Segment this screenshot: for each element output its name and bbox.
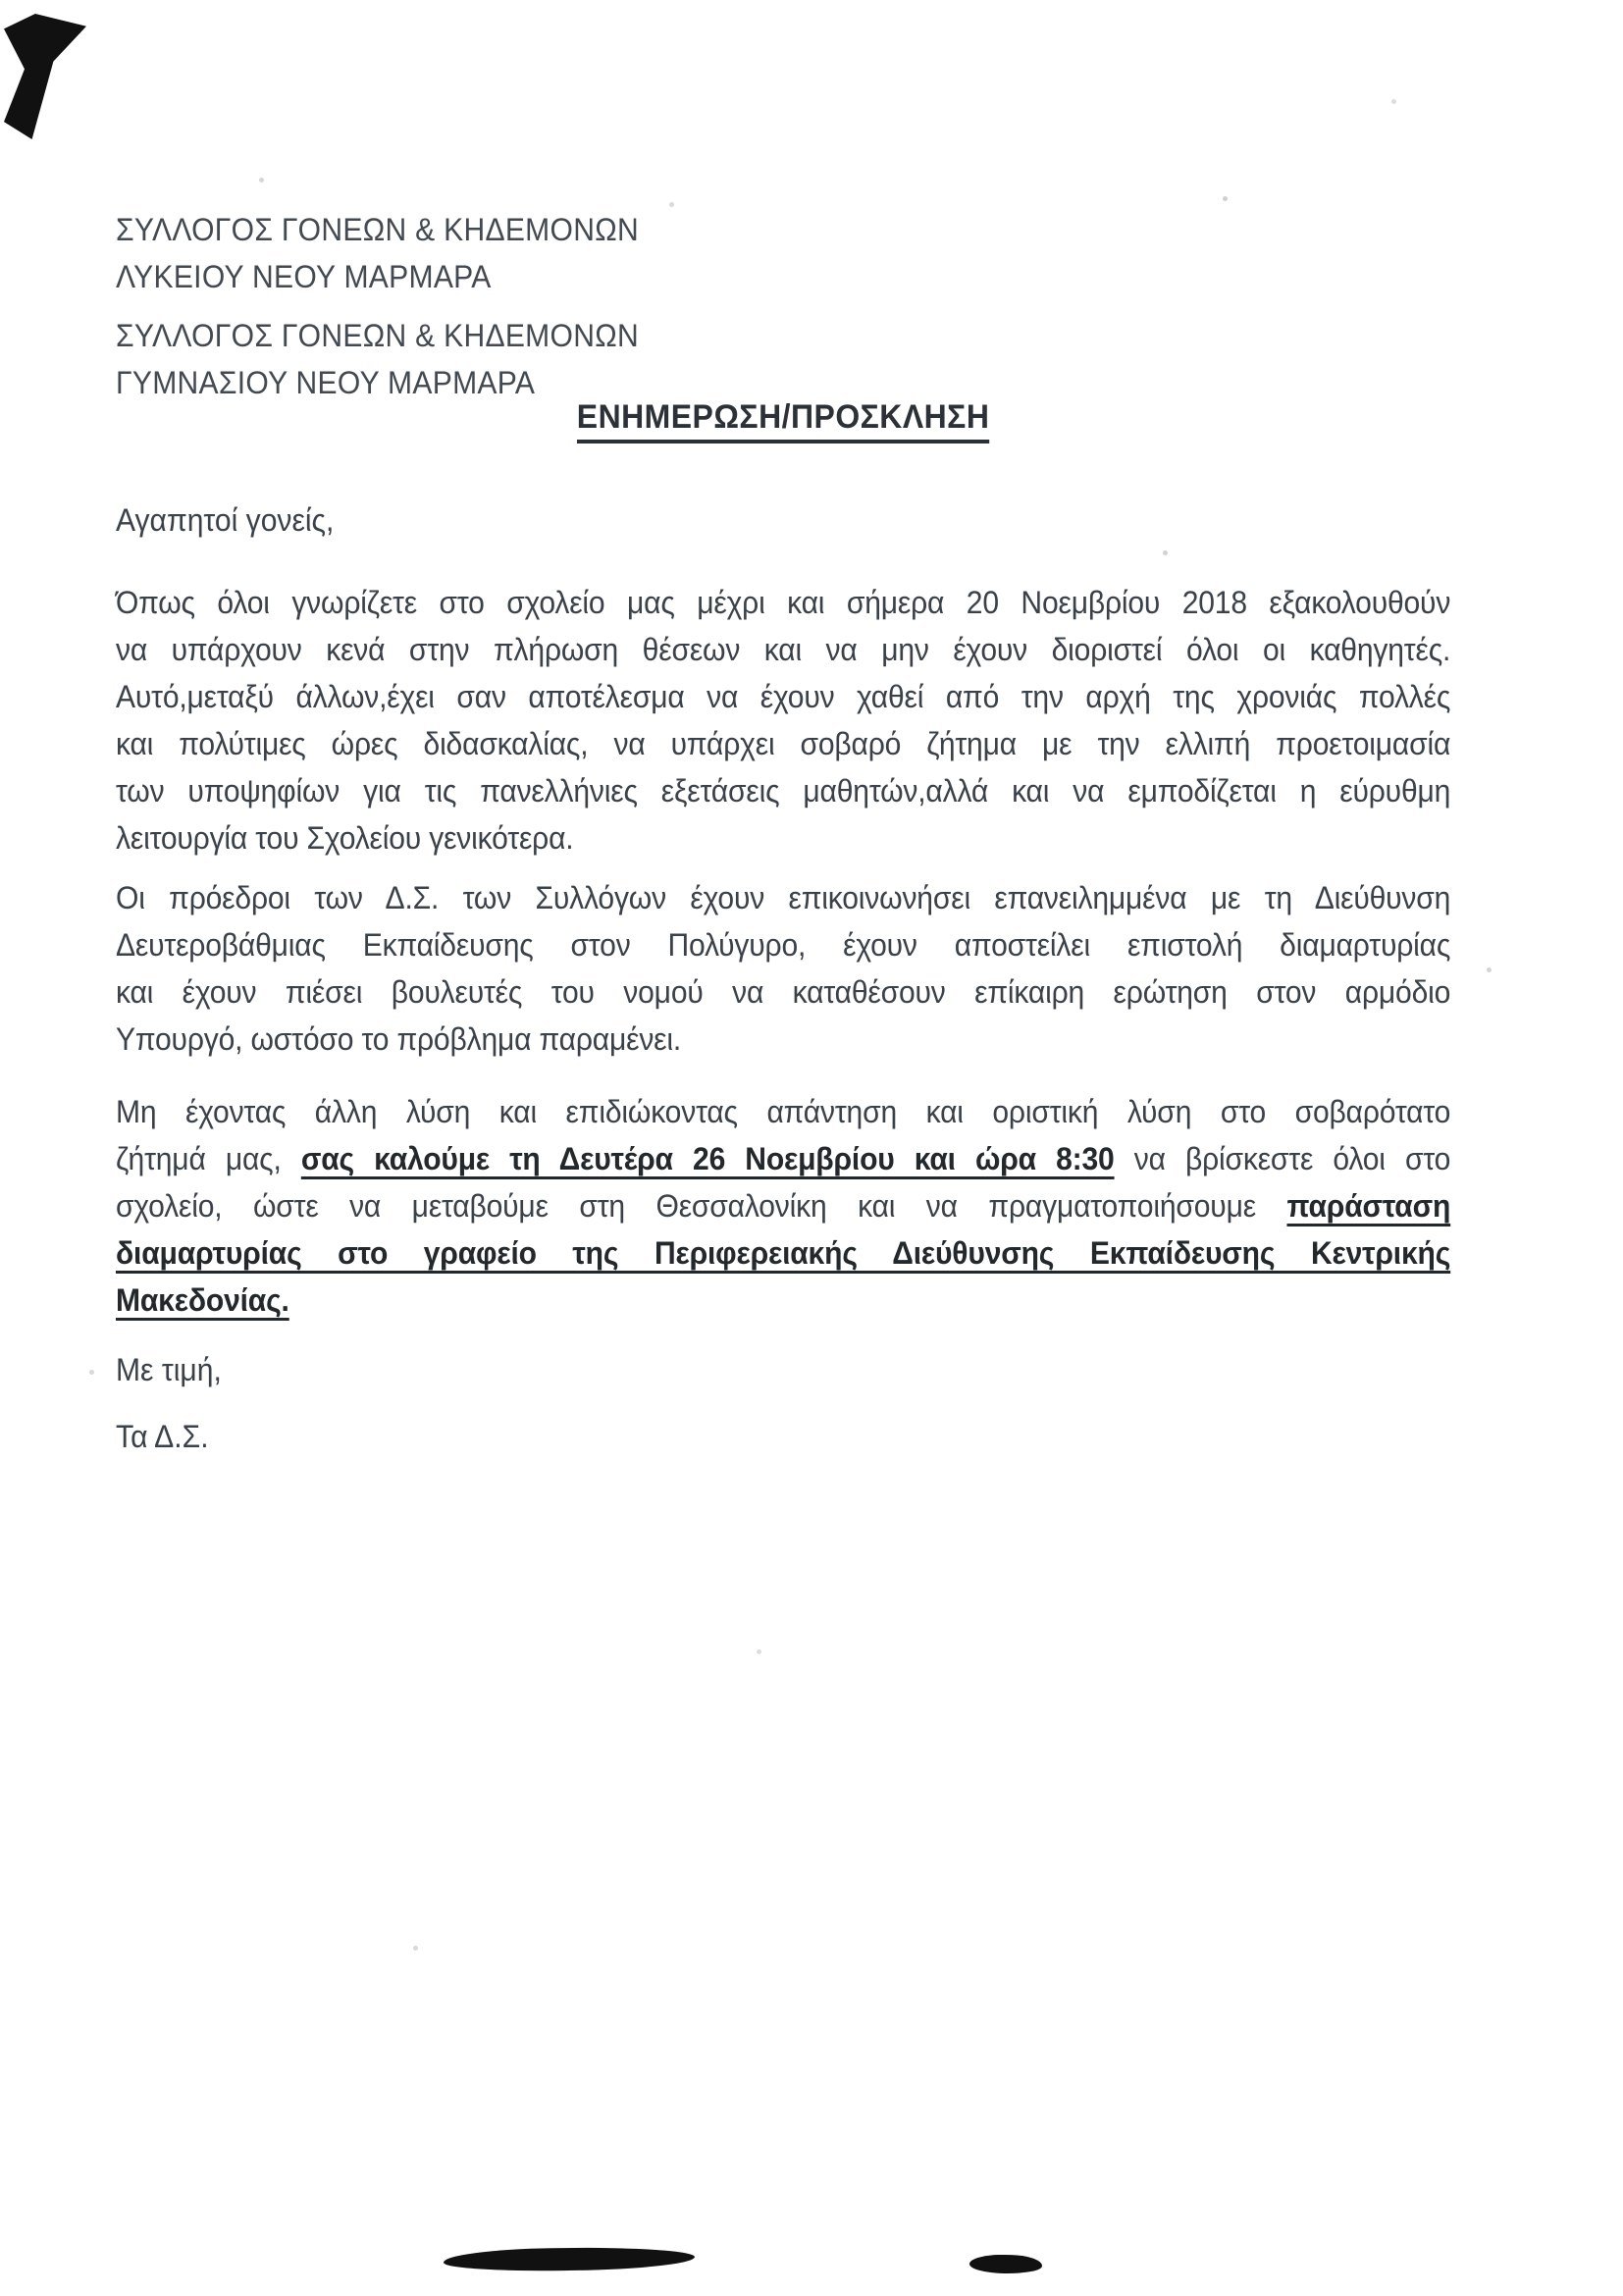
text-run: Δευτεροβάθμιας Εκπαίδευσης στον Πολύγυρο, έχουν αποστείλει επιστολή διαμαρτυρίας (116, 927, 1451, 963)
text-line (116, 673, 1450, 720)
text-run: των υποψηφίων για τις πανελλήνιες εξετάσεις μαθητών,αλλά και να εμποδίζεται η εύρυθμη (116, 773, 1451, 809)
text-run: ζήτημά μας, (116, 1141, 301, 1176)
text-run: Υπουργό, ωστόσο το πρόβλημα παραμένει. (116, 1021, 682, 1057)
text-line (116, 814, 1450, 861)
text-line (116, 720, 1450, 767)
scan-artifact-bottom-smudge-left (444, 2246, 695, 2272)
greeting: Αγαπητοί γονείς, (116, 502, 335, 538)
sender-block-gymnasium (116, 312, 639, 406)
text-line (116, 1182, 1450, 1229)
paragraph-actions-taken (116, 874, 1450, 1063)
closing-signature: Τα Δ.Σ. (116, 1419, 209, 1454)
emphasized-text-run: Μακεδονίας. (116, 1282, 289, 1318)
text-line (116, 1016, 1450, 1063)
text-line (116, 968, 1450, 1016)
title-row (116, 398, 1450, 444)
sender-school-name: ΛΥΚΕΙΟΥ ΝΕΟΥ ΜΑΡΜΑΡΑ (116, 259, 492, 294)
text-line (116, 1229, 1450, 1277)
text-line (116, 626, 1450, 673)
text-line (116, 1088, 1450, 1135)
text-run: και έχουν πιέσει βουλευτές του νομού να καταθέσουν επίκαιρη ερώτηση στον αρμόδιο (116, 974, 1451, 1010)
text-line (116, 1135, 1450, 1182)
text-run: Οι πρόεδροι των Δ.Σ. των Συλλόγων έχουν επικοινωνήσει επανειλημμένα με τη Διεύθυνση (116, 880, 1451, 915)
text-run: Όπως όλοι γνωρίζετε στο σχολείο μας μέχρι και σήμερα 20 Νοεμβρίου 2018 εξακολουθούν (116, 585, 1451, 620)
text-line (116, 579, 1450, 626)
sender-school-name: ΓΥΜΝΑΣΙΟΥ ΝΕΟΥ ΜΑΡΜΑΡΑ (116, 365, 536, 400)
text-run: και πολύτιμες ώρες διδασκαλίας, να υπάρχει σοβαρό ζήτημα με την ελλιπή προετοιμασία (116, 726, 1451, 761)
paper-speckles (0, 0, 3, 3)
text-run: σχολείο, ώστε να μεταβούμε στη Θεσσαλονίκη και να πραγματοποιήσουμε (116, 1188, 1287, 1224)
text-run: Μη έχοντας άλλη λύση και επιδιώκοντας απάντηση και οριστική λύση στο σοβαρότατο (116, 1094, 1451, 1129)
sender-association-name: ΣΥΛΛΟΓΟΣ ΓΟΝΕΩΝ & ΚΗΔΕΜΟΝΩΝ (116, 212, 639, 247)
text-run: να βρίσκεστε όλοι στο (1114, 1141, 1451, 1176)
text-run: λειτουργία του Σχολείου γενικότερα. (116, 820, 574, 856)
text-line (116, 921, 1450, 968)
emphasized-text-run: διαμαρτυρίας στο γραφείο της Περιφερειακής Διεύθυνσης Εκπαίδευσης Κεντρικής (116, 1235, 1451, 1271)
sender-association-name: ΣΥΛΛΟΓΟΣ ΓΟΝΕΩΝ & ΚΗΔΕΜΟΝΩΝ (116, 318, 639, 353)
emphasized-text-run: σας καλούμε τη Δευτέρα 26 Νοεμβρίου και ώρα 8:30 (300, 1141, 1115, 1176)
emphasized-text-run: παράσταση (1286, 1188, 1451, 1224)
text-line (116, 874, 1450, 921)
text-run: να υπάρχουν κενά στην πλήρωση θέσεων και να μην έχουν διοριστεί όλοι οι καθηγητές. (116, 632, 1451, 667)
text-run: Αυτό,μεταξύ άλλων,έχει σαν αποτέλεσμα να έχουν χαθεί από την αρχή της χρονιάς πολλές (116, 679, 1451, 714)
paragraph-invitation (116, 1088, 1450, 1324)
scan-artifact-bottom-smudge-center (969, 2254, 1042, 2273)
sender-block-lyceum (116, 206, 639, 300)
document-title: ΕΝΗΜΕΡΩΣΗ/ΠΡΟΣΚΛΗΣΗ (577, 398, 990, 444)
paragraph-vacancies (116, 579, 1450, 861)
text-line (116, 1277, 1450, 1324)
scan-artifact-corner-mark (4, 14, 86, 139)
closing-salutation: Με τιμή, (116, 1352, 222, 1387)
text-line (116, 767, 1450, 814)
